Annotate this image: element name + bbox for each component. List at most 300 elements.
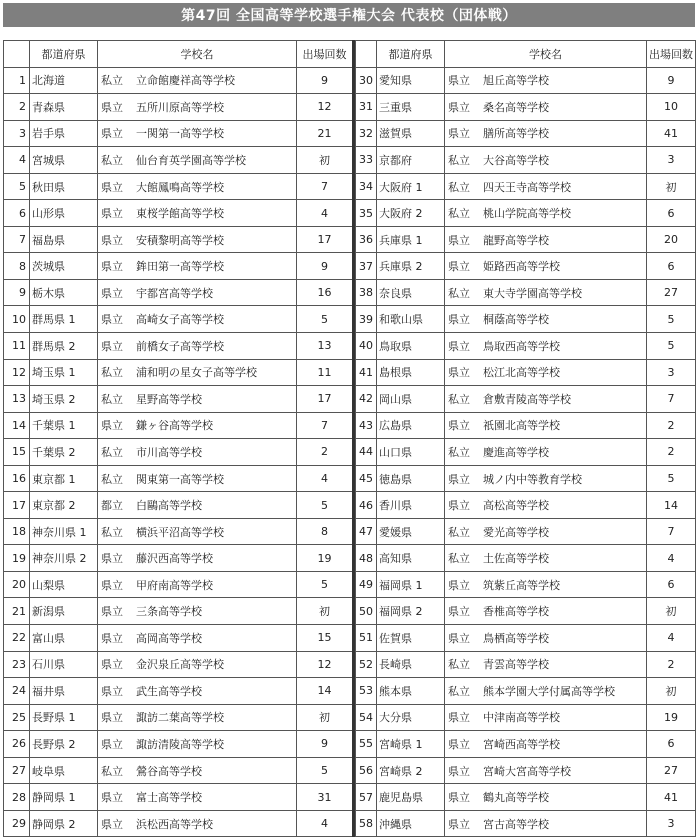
school-type: 県立 [448, 791, 470, 805]
school-name: 愛光高等学校 [483, 525, 549, 539]
table-row [356, 678, 696, 705]
school-type: 県立 [448, 499, 470, 513]
school-type: 私立 [448, 392, 470, 406]
school-name: 一関第一高等学校 [136, 127, 224, 141]
appearance-count: 10 [647, 94, 696, 121]
school-type: 私立 [101, 525, 123, 539]
school-type: 県立 [448, 419, 470, 433]
table-row [356, 784, 696, 811]
table-row [4, 386, 354, 413]
school-cell [445, 625, 647, 652]
school-name: 諏訪二葉高等学校 [136, 711, 224, 725]
school-cell [445, 545, 647, 572]
appearance-count: 初 [297, 147, 354, 174]
school-cell [98, 306, 297, 333]
school-name: 横浜平沼高等学校 [136, 525, 224, 539]
school-name: 鉾田第一高等学校 [136, 260, 224, 274]
prefecture-cell: 北海道 [30, 67, 98, 94]
row-number: 12 [4, 359, 30, 386]
row-number: 17 [4, 492, 30, 519]
appearance-count: 17 [297, 386, 354, 413]
row-number: 52 [356, 651, 377, 678]
prefecture-cell: 宮城県 [30, 147, 98, 174]
row-number: 45 [356, 465, 377, 492]
appearance-count: 初 [297, 598, 354, 625]
header-row [356, 41, 696, 68]
appearance-count: 7 [647, 386, 696, 413]
row-number: 33 [356, 147, 377, 174]
prefecture-cell: 宮崎県 1 [377, 731, 445, 758]
school-name: 市川高等学校 [136, 445, 202, 459]
header-count: 出場回数 [297, 41, 354, 68]
school-name: 東大寺学園高等学校 [483, 286, 582, 300]
school-type: 私立 [101, 366, 123, 380]
school-name: 膳所高等学校 [483, 127, 549, 141]
appearance-count: 6 [647, 731, 696, 758]
school-type: 私立 [101, 153, 123, 167]
row-number: 19 [4, 545, 30, 572]
school-type: 県立 [448, 127, 470, 141]
row-number: 30 [356, 67, 377, 94]
appearance-count: 初 [647, 678, 696, 705]
school-name: 旭丘高等学校 [483, 74, 549, 88]
appearance-count: 4 [297, 465, 354, 492]
appearance-count: 5 [647, 333, 696, 360]
prefecture-cell: 島根県 [377, 359, 445, 386]
school-type: 県立 [448, 260, 470, 274]
school-type: 私立 [101, 392, 123, 406]
appearance-count: 12 [297, 94, 354, 121]
prefecture-cell: 岩手県 [30, 120, 98, 147]
school-name: 香椎高等学校 [483, 605, 549, 619]
row-number: 13 [4, 386, 30, 413]
table-row [4, 651, 354, 678]
appearance-count: 2 [297, 439, 354, 466]
prefecture-cell: 長野県 2 [30, 731, 98, 758]
school-name: 宮古高等学校 [483, 817, 549, 831]
school-cell [98, 359, 297, 386]
prefecture-cell: 鳥取県 [377, 333, 445, 360]
school-cell [445, 386, 647, 413]
school-type: 県立 [101, 339, 123, 353]
appearance-count: 4 [297, 200, 354, 227]
table-row [4, 784, 354, 811]
school-type: 私立 [101, 74, 123, 88]
school-name: 鶴丸高等学校 [483, 791, 549, 805]
table-row [4, 492, 354, 519]
school-cell [98, 731, 297, 758]
row-number: 39 [356, 306, 377, 333]
appearance-count: 4 [297, 810, 354, 837]
header-pref: 都道府県 [377, 41, 445, 68]
school-name: 筑紫丘高等学校 [483, 578, 560, 592]
row-number: 21 [4, 598, 30, 625]
row-number: 27 [4, 757, 30, 784]
school-type: 私立 [448, 525, 470, 539]
row-number: 25 [4, 704, 30, 731]
prefecture-cell: 奈良県 [377, 279, 445, 306]
table-row [4, 279, 354, 306]
row-number: 24 [4, 678, 30, 705]
table-row [4, 200, 354, 227]
school-type: 県立 [101, 260, 123, 274]
school-name: 高岡高等学校 [136, 631, 202, 645]
row-number: 34 [356, 173, 377, 200]
appearance-count: 15 [297, 625, 354, 652]
school-name: 高崎女子高等学校 [136, 313, 224, 327]
school-cell [445, 94, 647, 121]
school-type: 県立 [101, 286, 123, 300]
prefecture-cell: 兵庫県 1 [377, 226, 445, 253]
table-row [4, 67, 354, 94]
school-type: 私立 [448, 445, 470, 459]
appearance-count: 13 [297, 333, 354, 360]
appearance-count: 21 [297, 120, 354, 147]
table-row [4, 412, 354, 439]
table-row [4, 439, 354, 466]
table-row [4, 173, 354, 200]
row-number: 56 [356, 757, 377, 784]
school-name: 姫路西高等学校 [483, 260, 560, 274]
prefecture-cell: 京都府 [377, 147, 445, 174]
table-row [4, 120, 354, 147]
table-row [356, 810, 696, 837]
row-number: 44 [356, 439, 377, 466]
table-row [356, 439, 696, 466]
prefecture-cell: 長野県 1 [30, 704, 98, 731]
table-row [4, 94, 354, 121]
school-name: 松江北高等学校 [483, 366, 560, 380]
school-name: 金沢泉丘高等学校 [136, 658, 224, 672]
school-type: 県立 [448, 764, 470, 778]
schools-table-left [3, 40, 355, 837]
school-cell [445, 731, 647, 758]
school-cell [445, 253, 647, 280]
school-type: 県立 [101, 737, 123, 751]
header-pref: 都道府県 [30, 41, 98, 68]
row-number: 29 [4, 810, 30, 837]
appearance-count: 2 [647, 412, 696, 439]
school-type: 県立 [101, 631, 123, 645]
prefecture-cell: 東京都 1 [30, 465, 98, 492]
table-row [4, 810, 354, 837]
school-type: 私立 [448, 180, 470, 194]
header-row [4, 41, 354, 68]
school-cell [98, 704, 297, 731]
school-name: 倉敷青陵高等学校 [483, 392, 571, 406]
school-cell [445, 359, 647, 386]
appearance-count: 9 [297, 67, 354, 94]
school-cell [98, 651, 297, 678]
prefecture-cell: 千葉県 2 [30, 439, 98, 466]
appearance-count: 27 [647, 279, 696, 306]
table-row [356, 200, 696, 227]
table-row [4, 253, 354, 280]
table-row [4, 545, 354, 572]
appearance-count: 5 [297, 571, 354, 598]
prefecture-cell: 山口県 [377, 439, 445, 466]
header-school: 学校名 [445, 41, 647, 68]
table-row [4, 571, 354, 598]
school-name: 桑名高等学校 [483, 100, 549, 114]
school-type: 私立 [448, 153, 470, 167]
prefecture-cell: 岡山県 [377, 386, 445, 413]
row-number: 3 [4, 120, 30, 147]
table-row [356, 598, 696, 625]
table-row [356, 571, 696, 598]
page-title: 第47回 全国高等学校選手権大会 代表校（団体戦） [3, 3, 695, 27]
school-cell [445, 120, 647, 147]
prefecture-cell: 神奈川県 2 [30, 545, 98, 572]
prefecture-cell: 栃木県 [30, 279, 98, 306]
prefecture-cell: 大阪府 1 [377, 173, 445, 200]
appearance-count: 5 [297, 306, 354, 333]
table-row [356, 173, 696, 200]
row-number: 51 [356, 625, 377, 652]
school-name: 鳥栖高等学校 [483, 631, 549, 645]
prefecture-cell: 熊本県 [377, 678, 445, 705]
prefecture-cell: 大分県 [377, 704, 445, 731]
table-row [4, 147, 354, 174]
table-row [356, 333, 696, 360]
prefecture-cell: 茨城県 [30, 253, 98, 280]
row-number: 16 [4, 465, 30, 492]
school-name: 諏訪清陵高等学校 [136, 737, 224, 751]
table-row [356, 226, 696, 253]
appearance-count: 14 [647, 492, 696, 519]
school-cell [98, 492, 297, 519]
school-name: 鳥取西高等学校 [483, 339, 560, 353]
appearance-count: 17 [297, 226, 354, 253]
school-cell [445, 306, 647, 333]
school-name: 前橋女子高等学校 [136, 339, 224, 353]
school-type: 県立 [448, 313, 470, 327]
school-type: 県立 [448, 578, 470, 592]
row-number: 43 [356, 412, 377, 439]
appearance-count: 2 [647, 439, 696, 466]
school-cell [98, 571, 297, 598]
header-no [356, 41, 377, 68]
school-type: 県立 [101, 711, 123, 725]
prefecture-cell: 新潟県 [30, 598, 98, 625]
school-name: 浜松西高等学校 [136, 817, 213, 831]
school-name: 宮崎西高等学校 [483, 737, 560, 751]
prefecture-cell: 秋田県 [30, 173, 98, 200]
row-number: 9 [4, 279, 30, 306]
prefecture-cell: 高知県 [377, 545, 445, 572]
school-cell [98, 253, 297, 280]
row-number: 18 [4, 518, 30, 545]
school-cell [98, 147, 297, 174]
row-number: 48 [356, 545, 377, 572]
table-row [4, 678, 354, 705]
school-cell [98, 173, 297, 200]
prefecture-cell: 山形県 [30, 200, 98, 227]
table-row [356, 67, 696, 94]
appearance-count: 5 [647, 465, 696, 492]
school-name: 宇都宮高等学校 [136, 286, 213, 300]
row-number: 8 [4, 253, 30, 280]
row-number: 31 [356, 94, 377, 121]
school-type: 県立 [448, 472, 470, 486]
school-type: 私立 [448, 658, 470, 672]
school-name: 立命館慶祥高等学校 [136, 74, 235, 88]
school-name: 大谷高等学校 [483, 153, 549, 167]
row-number: 36 [356, 226, 377, 253]
prefecture-cell: 岐阜県 [30, 757, 98, 784]
prefecture-cell: 鹿児島県 [377, 784, 445, 811]
prefecture-cell: 和歌山県 [377, 306, 445, 333]
row-number: 47 [356, 518, 377, 545]
school-cell [445, 651, 647, 678]
school-type: 県立 [448, 817, 470, 831]
prefecture-cell: 長崎県 [377, 651, 445, 678]
school-type: 私立 [101, 445, 123, 459]
school-cell [445, 704, 647, 731]
school-name: 東桜学館高等学校 [136, 207, 224, 221]
school-cell [98, 784, 297, 811]
appearance-count: 19 [297, 545, 354, 572]
row-number: 50 [356, 598, 377, 625]
row-number: 57 [356, 784, 377, 811]
header-count: 出場回数 [647, 41, 696, 68]
table-row [356, 651, 696, 678]
appearance-count: 16 [297, 279, 354, 306]
prefecture-cell: 香川県 [377, 492, 445, 519]
table-row [356, 757, 696, 784]
school-cell [98, 810, 297, 837]
row-number: 4 [4, 147, 30, 174]
school-name: 慶進高等学校 [483, 445, 549, 459]
school-type: 県立 [101, 127, 123, 141]
appearance-count: 6 [647, 200, 696, 227]
school-cell [445, 757, 647, 784]
row-number: 37 [356, 253, 377, 280]
school-cell [98, 518, 297, 545]
school-cell [445, 333, 647, 360]
school-cell [445, 784, 647, 811]
school-type: 県立 [448, 74, 470, 88]
school-cell [98, 386, 297, 413]
appearance-count: 2 [647, 651, 696, 678]
school-type: 県立 [448, 605, 470, 619]
row-number: 15 [4, 439, 30, 466]
row-number: 32 [356, 120, 377, 147]
school-type: 県立 [448, 339, 470, 353]
table-row [356, 94, 696, 121]
appearance-count: 6 [647, 571, 696, 598]
table-row [356, 120, 696, 147]
table-row [4, 518, 354, 545]
row-number: 7 [4, 226, 30, 253]
school-name: 大館鳳鳴高等学校 [136, 180, 224, 194]
school-name: 城ノ内中等教育学校 [483, 472, 582, 486]
school-type: 県立 [448, 366, 470, 380]
school-cell [98, 279, 297, 306]
school-name: 関東第一高等学校 [136, 472, 224, 486]
prefecture-cell: 福井県 [30, 678, 98, 705]
schools-table-right [355, 40, 696, 837]
appearance-count: 8 [297, 518, 354, 545]
table-row [356, 492, 696, 519]
school-cell [98, 625, 297, 652]
prefecture-cell: 青森県 [30, 94, 98, 121]
school-type: 県立 [101, 578, 123, 592]
appearance-count: 初 [647, 598, 696, 625]
prefecture-cell: 宮崎県 2 [377, 757, 445, 784]
school-type: 県立 [101, 552, 123, 566]
school-type: 県立 [101, 313, 123, 327]
prefecture-cell: 群馬県 1 [30, 306, 98, 333]
appearance-count: 9 [647, 67, 696, 94]
appearance-count: 9 [297, 731, 354, 758]
school-name: 桐蔭高等学校 [483, 313, 549, 327]
school-name: 安積黎明高等学校 [136, 233, 224, 247]
prefecture-cell: 石川県 [30, 651, 98, 678]
prefecture-cell: 大阪府 2 [377, 200, 445, 227]
school-cell [445, 810, 647, 837]
school-cell [98, 439, 297, 466]
school-type: 県立 [448, 233, 470, 247]
school-type: 都立 [101, 499, 123, 513]
school-type: 県立 [101, 207, 123, 221]
prefecture-cell: 福岡県 1 [377, 571, 445, 598]
school-cell [98, 465, 297, 492]
row-number: 5 [4, 173, 30, 200]
row-number: 58 [356, 810, 377, 837]
prefecture-cell: 兵庫県 2 [377, 253, 445, 280]
appearance-count: 41 [647, 784, 696, 811]
school-name: 高松高等学校 [483, 499, 549, 513]
prefecture-cell: 富山県 [30, 625, 98, 652]
appearance-count: 6 [647, 253, 696, 280]
school-name: 龍野高等学校 [483, 233, 549, 247]
table-row [356, 545, 696, 572]
row-number: 49 [356, 571, 377, 598]
school-type: 県立 [101, 100, 123, 114]
appearance-count: 12 [297, 651, 354, 678]
school-cell [445, 571, 647, 598]
row-number: 46 [356, 492, 377, 519]
school-cell [98, 226, 297, 253]
prefecture-cell: 埼玉県 1 [30, 359, 98, 386]
appearance-count: 9 [297, 253, 354, 280]
school-cell [445, 439, 647, 466]
school-name: 富士高等学校 [136, 791, 202, 805]
school-type: 県立 [101, 180, 123, 194]
school-type: 私立 [448, 552, 470, 566]
school-name: 青雲高等学校 [483, 658, 549, 672]
row-number: 40 [356, 333, 377, 360]
table-row [356, 625, 696, 652]
school-cell [445, 518, 647, 545]
school-name: 星野高等学校 [136, 392, 202, 406]
school-type: 県立 [101, 658, 123, 672]
row-number: 41 [356, 359, 377, 386]
school-type: 県立 [448, 631, 470, 645]
row-number: 38 [356, 279, 377, 306]
appearance-count: 5 [297, 492, 354, 519]
school-type: 私立 [448, 207, 470, 221]
appearance-count: 3 [647, 810, 696, 837]
appearance-count: 41 [647, 120, 696, 147]
table-row [356, 518, 696, 545]
school-type: 県立 [101, 605, 123, 619]
row-number: 6 [4, 200, 30, 227]
school-name: 甲府南高等学校 [136, 578, 213, 592]
school-cell [445, 67, 647, 94]
prefecture-cell: 広島県 [377, 412, 445, 439]
